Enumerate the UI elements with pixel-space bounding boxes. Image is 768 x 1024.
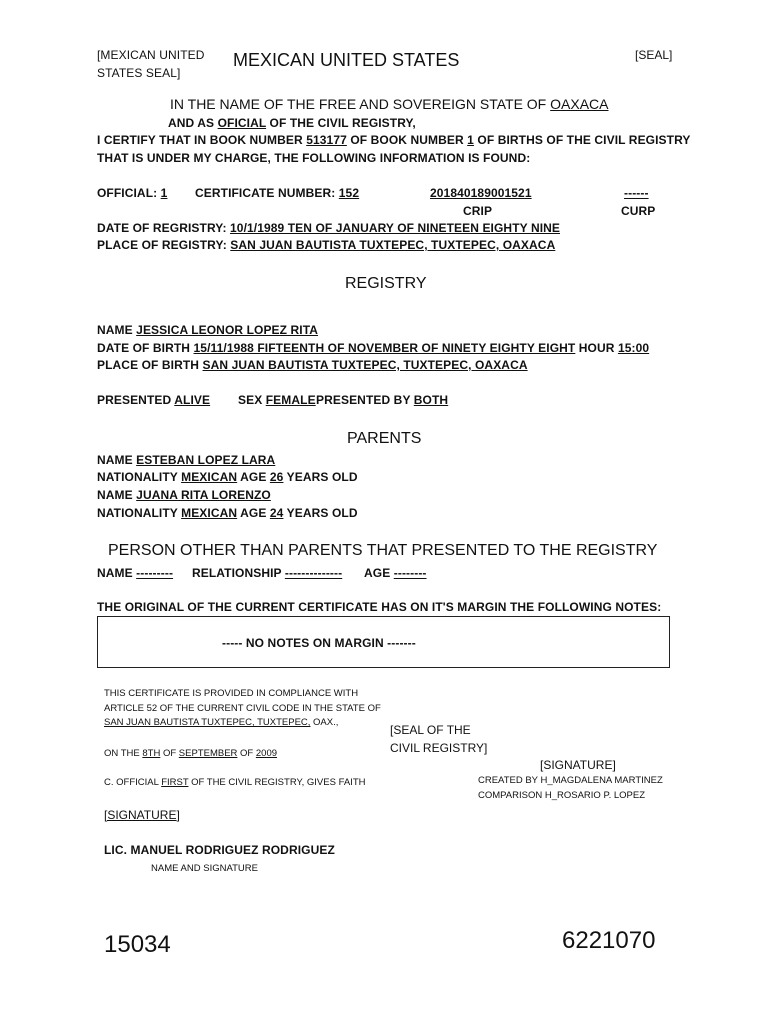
date-of-birth-label: DATE OF BIRTH [97, 341, 191, 355]
certificate-number-label: CERTIFICATE NUMBER: [195, 186, 336, 200]
mother-name-value: JUANA RITA LORENZO [136, 488, 271, 502]
place-of-registry [97, 238, 555, 252]
book-number-2: 1 [467, 133, 474, 147]
mother-name-label: NAME [97, 488, 133, 502]
compliance-line-3 [104, 717, 338, 728]
created-by: CREATED BY H_MAGDALENA MARTINEZ [478, 775, 663, 786]
father-years-old: YEARS OLD [286, 470, 358, 484]
date-of-birth [97, 341, 649, 355]
civil-registry-seal-line-2: CIVIL REGISTRY] [390, 741, 488, 755]
seal-right: [SEAL] [635, 48, 673, 62]
mother-nationality-value: MEXICAN [181, 506, 238, 520]
gives-faith-line [104, 777, 366, 788]
signature-right: [SIGNATURE] [540, 758, 616, 772]
place-of-registry-value: SAN JUAN BAUTISTA TUXTEPEC, TUXTEPEC, OAXACA [230, 238, 556, 252]
crip-label: CRIP [463, 204, 493, 218]
first-text: FIRST [161, 777, 189, 788]
curp-label: CURP [621, 204, 656, 218]
comparison: COMPARISON H_ROSARIO P. LOPEZ [478, 790, 645, 801]
notes-intro: THE ORIGINAL OF THE CURRENT CERTIFICATE HAS ON IT'S MARGIN THE FOLLOWING NOTES: [97, 600, 662, 614]
sex-field [238, 393, 316, 407]
parents-heading: PARENTS [347, 430, 422, 447]
father-nationality-label: NATIONALITY [97, 470, 178, 484]
relationship-label: RELATIONSHIP [192, 566, 282, 580]
certify-line-2: THAT IS UNDER MY CHARGE, THE FOLLOWING INFORMATION IS FOUND: [97, 151, 531, 165]
mother-age-label: AGE [240, 506, 267, 520]
sex-value: FEMALE [265, 393, 316, 407]
issue-day: 8TH [142, 748, 161, 759]
other-age [364, 566, 427, 580]
date-of-registry-label: DATE OF REGRISTRY: [97, 221, 227, 235]
issue-date [104, 748, 277, 759]
place-of-registry-label: PLACE OF REGISTRY: [97, 238, 227, 252]
certify-post: OF BIRTHS OF THE CIVIL REGISTRY [477, 133, 691, 147]
father-nationality [97, 470, 358, 484]
seal-left-line2: STATES SEAL] [97, 66, 181, 80]
mother-name [97, 488, 271, 502]
mother-age-value: 24 [269, 506, 284, 520]
of-registry-text: OF THE CIVIL REGISTRY, [269, 116, 416, 130]
name-and-signature-label: NAME AND SIGNATURE [151, 863, 258, 874]
other-relationship [192, 566, 342, 580]
registrant-name-label: NAME [97, 323, 133, 337]
father-name [97, 453, 275, 467]
official-signer-name: LIC. MANUEL RODRIGUEZ RODRIGUEZ [104, 843, 335, 857]
and-as-text: AND AS [168, 116, 215, 130]
certify-mid: OF BOOK NUMBER [350, 133, 464, 147]
certificate-number-value: 152 [338, 186, 360, 200]
certify-line [97, 133, 691, 147]
date-of-birth-value: 15/11/1988 FIFTEENTH OF NOVEMBER OF NINETY EIGHTY EIGHT [193, 341, 576, 355]
mother-nationality [97, 506, 358, 520]
state-name: OAXACA [550, 96, 609, 112]
of-text-2: OF [240, 748, 254, 759]
other-age-value: -------- [393, 566, 427, 580]
presented-by-label: PRESENTED BY [316, 393, 411, 407]
issue-month: SEPTEMBER [178, 748, 238, 759]
place-of-birth [97, 358, 528, 372]
document-number-left: 15034 [104, 931, 171, 958]
state-line [170, 96, 609, 112]
registrant-name-value: JESSICA LEONOR LOPEZ RITA [136, 323, 319, 337]
place-of-birth-label: PLACE OF BIRTH [97, 358, 200, 372]
document-title: MEXICAN UNITED STATES [233, 50, 460, 70]
seal-left-line1: [MEXICAN UNITED [97, 48, 205, 62]
official-value: 1 [160, 186, 168, 200]
presented-label: PRESENTED [97, 393, 172, 407]
gives-faith-text: OF THE CIVIL REGISTRY, GIVES FAITH [191, 777, 366, 788]
father-age-label: AGE [240, 470, 267, 484]
compliance-line-2: ARTICLE 52 OF THE CURRENT CIVIL CODE IN THE STATE OF [104, 703, 381, 714]
presented-value: ALIVE [174, 393, 211, 407]
oficial-text: OFICIAL [217, 116, 267, 130]
presented-by-value: BOTH [413, 393, 449, 407]
registry-heading: REGISTRY [345, 275, 427, 292]
oficial-line [168, 116, 416, 130]
relationship-value: -------------- [284, 566, 343, 580]
official-label: OFFICIAL: [97, 186, 158, 200]
c-official-text: C. OFFICIAL [104, 777, 159, 788]
other-name-value: --------- [136, 566, 174, 580]
presented-by-field [316, 393, 448, 407]
registrant-name [97, 323, 318, 337]
compliance-line-1: THIS CERTIFICATE IS PROVIDED IN COMPLIANCE WITH [104, 688, 359, 699]
of-text-1: OF [162, 748, 177, 759]
document-number-right: 6221070 [562, 927, 656, 954]
state-line-prefix: IN THE NAME OF THE FREE AND SOVEREIGN STATE OF [170, 96, 547, 112]
on-the-text: ON THE [104, 748, 140, 759]
book-number: 513177 [306, 133, 347, 147]
father-age-value: 26 [269, 470, 284, 484]
hour-value: 15:00 [617, 341, 650, 355]
hour-label: HOUR [578, 341, 615, 355]
issue-year: 2009 [255, 748, 278, 759]
presented-field [97, 393, 210, 407]
other-age-label: AGE [364, 566, 391, 580]
certificate-number-field [195, 186, 359, 200]
civil-registry-seal-line-1: [SEAL OF THE [390, 723, 471, 737]
no-notes-text: ----- NO NOTES ON MARGIN ------- [222, 636, 416, 650]
signature-left: [SIGNATURE] [104, 808, 180, 822]
notes-box [97, 616, 670, 668]
other-name-label: NAME [97, 566, 133, 580]
father-nationality-value: MEXICAN [181, 470, 238, 484]
father-name-value: ESTEBAN LOPEZ LARA [136, 453, 276, 467]
mother-years-old: YEARS OLD [286, 506, 358, 520]
certify-prefix: I CERTIFY THAT IN BOOK NUMBER [97, 133, 303, 147]
other-person-name [97, 566, 173, 580]
compliance-oax: OAX., [313, 717, 339, 728]
official-field [97, 186, 167, 200]
crip-value: 201840189001521 [430, 186, 532, 200]
other-person-heading: PERSON OTHER THAN PARENTS THAT PRESENTED TO THE REGISTRY [108, 542, 658, 559]
sex-label: SEX [238, 393, 263, 407]
place-of-birth-value: SAN JUAN BAUTISTA TUXTEPEC, TUXTEPEC, OAXACA [202, 358, 528, 372]
father-name-label: NAME [97, 453, 133, 467]
compliance-place: SAN JUAN BAUTISTA TUXTEPEC, TUXTEPEC, [104, 717, 311, 728]
date-of-registry [97, 221, 560, 235]
date-of-registry-value: 10/1/1989 TEN OF JANUARY OF NINETEEN EIGHTY NINE [230, 221, 561, 235]
mother-nationality-label: NATIONALITY [97, 506, 178, 520]
curp-value: ------ [624, 186, 649, 200]
